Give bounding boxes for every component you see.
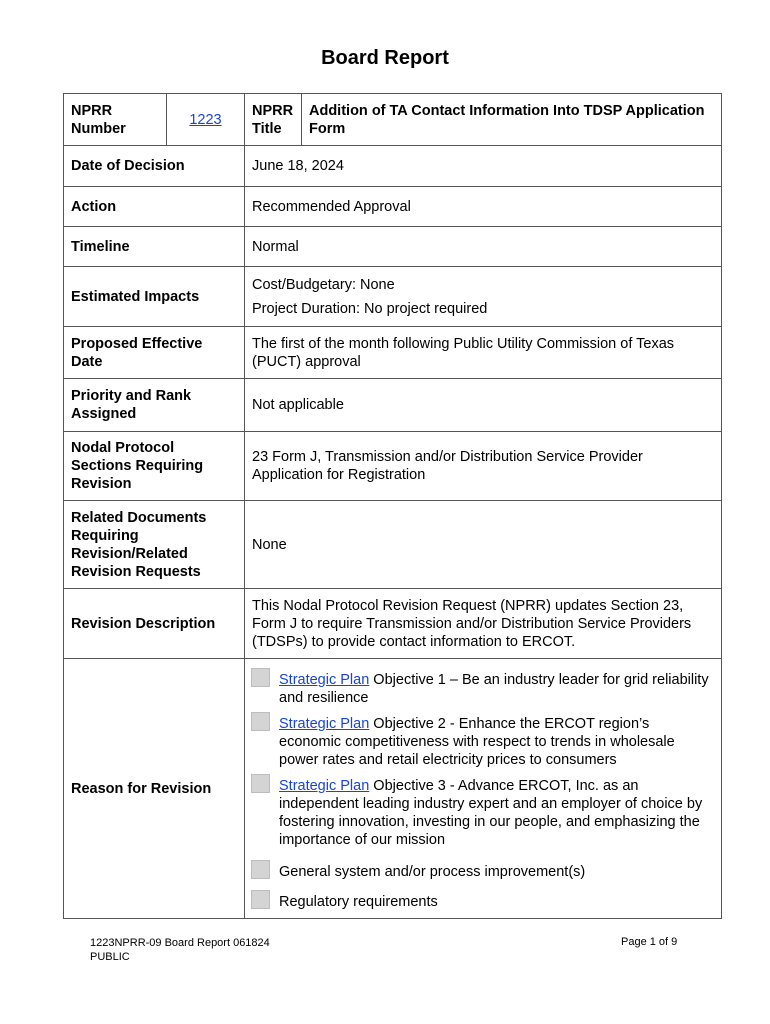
checkbox-objective-1[interactable]	[251, 668, 270, 687]
related-documents-label: Related Documents Requiring Revision/Related Revision Requests	[64, 501, 245, 589]
nprr-number-link[interactable]: 1223	[189, 111, 222, 128]
date-of-decision-value: June 18, 2024	[245, 146, 722, 187]
proposed-effective-date-label: Proposed Effective Date	[64, 327, 245, 379]
strategic-plan-link-2[interactable]: Strategic Plan	[279, 716, 370, 732]
nprr-number-label: NPRR Number	[64, 94, 167, 146]
row-related-documents	[64, 501, 722, 589]
footer-left	[90, 936, 270, 964]
revision-description-value: This Nodal Protocol Revision Request (NPRR) updates Section 23, Form J to require Transmission and/or Distribution Service Providers (TDSPs) to provide contact information to ERCOT.	[245, 589, 722, 659]
row-nodal-sections	[64, 432, 722, 501]
checkbox-objective-3[interactable]	[251, 774, 270, 793]
reason-general-improvement	[251, 863, 714, 881]
reason-objective-3	[251, 777, 714, 849]
action-label: Action	[64, 187, 245, 227]
row-date-of-decision	[64, 146, 722, 187]
row-proposed-effective-date	[64, 327, 722, 379]
timeline-label: Timeline	[64, 227, 245, 267]
reason-for-revision-options	[245, 659, 722, 919]
nodal-sections-label: Nodal Protocol Sections Requiring Revision	[64, 432, 245, 501]
project-duration: Project Duration: No project required	[252, 300, 488, 317]
date-of-decision-label: Date of Decision	[64, 146, 245, 187]
objective-3-text: Objective 3 - Advance ERCOT, Inc. as an independent leading industry expert and an employer of choice by fostering innovation, investing in our people, and emphasizing the importance of our mission	[279, 778, 703, 848]
row-estimated-impacts	[64, 267, 722, 327]
timeline-value: Normal	[245, 227, 722, 267]
row-timeline	[64, 227, 722, 267]
row-priority-rank	[64, 379, 722, 432]
nprr-title: Addition of TA Contact Information Into TDSP Application Form	[302, 94, 722, 146]
row-revision-description	[64, 589, 722, 659]
cost-budgetary: Cost/Budgetary: None	[252, 276, 395, 293]
reason-objective-1	[251, 671, 714, 707]
priority-rank-label: Priority and Rank Assigned	[64, 379, 245, 432]
nodal-sections-value: 23 Form J, Transmission and/or Distribution Service Provider Application for Registration	[245, 432, 722, 501]
document-title: Board Report	[321, 47, 449, 69]
objective-1-text: Objective 1 – Be an industry leader for grid reliability and resilience	[279, 672, 709, 706]
action-value: Recommended Approval	[245, 187, 722, 227]
footer-classification: PUBLIC	[90, 951, 130, 963]
strategic-plan-link-3[interactable]: Strategic Plan	[279, 778, 370, 794]
board-report-table	[63, 93, 722, 919]
row-action	[64, 187, 722, 227]
checkbox-general-improvement[interactable]	[251, 860, 270, 879]
checkbox-objective-2[interactable]	[251, 712, 270, 731]
estimated-impacts-label: Estimated Impacts	[64, 267, 245, 327]
checkbox-regulatory[interactable]	[251, 890, 270, 909]
row-reason-for-revision	[64, 659, 722, 919]
nprr-title-label: NPRR Title	[245, 94, 302, 146]
proposed-effective-date-value: The first of the month following Public Utility Commission of Texas (PUCT) approval	[245, 327, 722, 379]
reason-regulatory	[251, 893, 714, 911]
priority-rank-value: Not applicable	[245, 379, 722, 432]
general-improvement-text: General system and/or process improvement(s)	[279, 864, 586, 880]
strategic-plan-link-1[interactable]: Strategic Plan	[279, 672, 370, 688]
footer-doc-id: 1223NPRR-09 Board Report 061824	[90, 937, 270, 949]
regulatory-text: Regulatory requirements	[279, 894, 438, 910]
header-row	[64, 94, 722, 146]
reason-objective-2	[251, 715, 714, 769]
footer-page-number: Page 1 of 9	[621, 936, 678, 948]
estimated-impacts-value	[245, 267, 722, 327]
revision-description-label: Revision Description	[64, 589, 245, 659]
objective-2-text: Objective 2 - Enhance the ERCOT region’s economic competitiveness with respect to trends in wholesale power rates and retail electricity prices to consumers	[279, 716, 675, 768]
reason-for-revision-label: Reason for Revision	[64, 659, 245, 919]
related-documents-value: None	[245, 501, 722, 589]
nprr-number-cell	[167, 94, 245, 146]
